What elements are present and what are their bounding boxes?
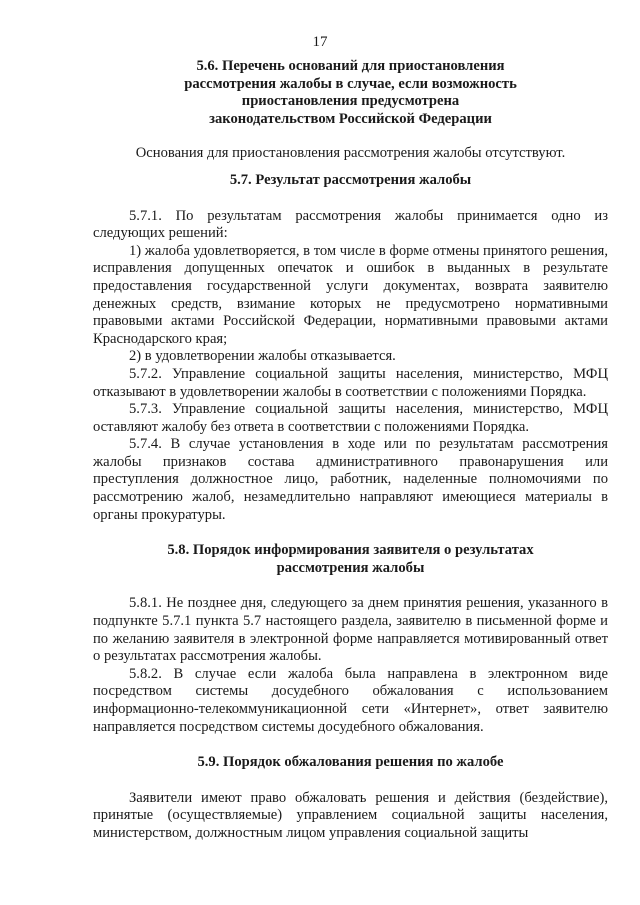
paragraph-5-7-2: 5.7.2. Управление социальной защиты населения, министерство, МФЦ отказывают в удовлетворении жалобы в соответствии с положениями Порядка.: [93, 365, 608, 400]
heading-line: 5.6. Перечень оснований для приостановления: [196, 58, 505, 74]
list-item-1: 1) жалоба удовлетворяется, в том числе в форме отмены принятого решения, исправления допущенных опечаток и ошибок в выданных в результате предоставления государственной услуги документах, возврата заявителю денежных средств, взимание которых не предусмотрено нормативными правовыми актами Российской Федерации, нормативными правовыми актами Краснодарского края;: [93, 242, 608, 347]
paragraph-5-8-2: 5.8.2. В случае если жалоба была направлена в электронном виде посредством системы досудебного обжалования с использованием информационно-телекоммуникационной сети «Интернет», ответ заявителю направляется посредством системы досудебного обжалования.: [93, 665, 608, 735]
document-content: [93, 58, 608, 843]
heading-line: приостановления предусмотрена: [241, 93, 460, 110]
paragraph-5-8-1: 5.8.1. Не позднее дня, следующего за днем принятия решения, указанного в подпункте 5.7.1 пункта 5.7 настоящего раздела, заявителю в письменной форме и по желанию заявителя в электронной форме направляется мотивированный ответ о результатах рассмотрения жалобы.: [93, 595, 608, 665]
paragraph-5-9-1: Заявители имеют право обжаловать решения и действия (бездействие), принятые (осуществляемые) управлением социальной защиты населения, министерством, должностным лицом управления социальной защиты: [93, 789, 608, 841]
page-number: 17: [312, 34, 328, 50]
section-5-6-heading: [93, 58, 608, 128]
section-5-9-heading: 5.9. Порядок обжалования решения по жалобе: [197, 754, 504, 771]
paragraph-5-7-4: 5.7.4. В случае установления в ходе или по результатам рассмотрения жалобы признаков состава административного правонарушения или преступления должностное лицо, работник, наделенные полномочиями по рассмотрению жалоб, незамедлительно направляют имеющиеся материалы в органы прокуратуры.: [93, 436, 608, 523]
section-5-8-heading: [93, 542, 608, 577]
heading-line: рассмотрения жалобы в случае, если возможность: [184, 75, 517, 92]
list-item-2: 2) в удовлетворении жалобы отказывается.: [129, 348, 396, 365]
section-5-7-heading: 5.7. Результат рассмотрения жалобы: [229, 171, 472, 188]
heading-line: рассмотрения жалобы: [276, 559, 425, 576]
paragraph-5-7-3: 5.7.3. Управление социальной защиты населения, министерство, МФЦ оставляют жалобу без ответа в соответствии с положениями Порядка.: [93, 401, 608, 435]
paragraph-5-7-1: 5.7.1. По результатам рассмотрения жалобы принимается одно из следующих решений:: [93, 207, 608, 242]
heading-line: 5.8. Порядок информирования заявителя о результатах: [167, 542, 534, 559]
heading-line: законодательством Российской Федерации: [209, 110, 492, 127]
section-5-6-text: Основания для приостановления рассмотрения жалобы отсутствуют.: [135, 145, 566, 162]
